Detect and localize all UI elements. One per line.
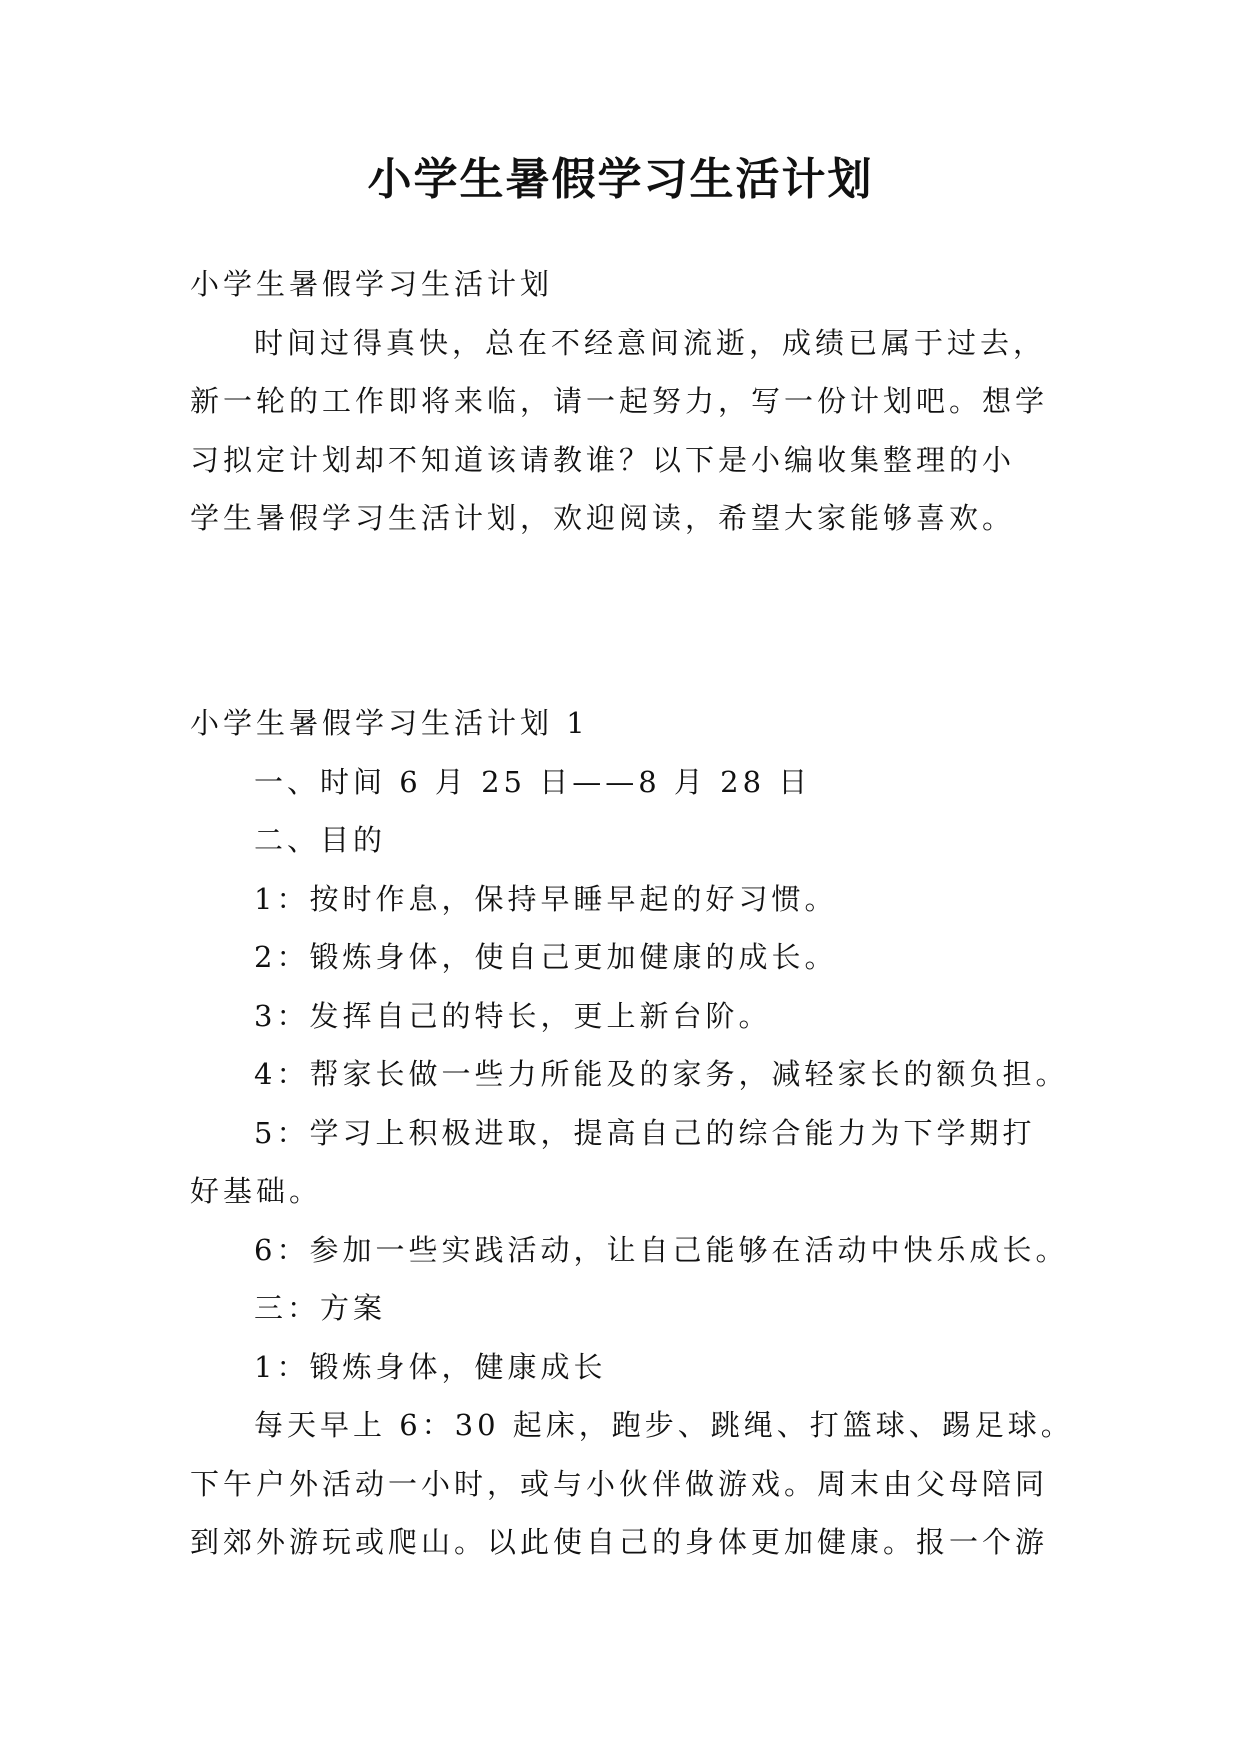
section-1-line: 二、目的 — [254, 823, 387, 857]
section-1 — [190, 694, 1074, 1572]
intro-paragraph-line: 习拟定计划却不知道该请教谁？以下是小编收集整理的小 — [190, 442, 1016, 477]
intro-heading: 小学生暑假学习生活计划 — [190, 267, 554, 301]
section-1-line: 4：帮家长做一些力所能及的家务，减轻家长的额负担。 — [254, 1057, 1069, 1091]
section-1-line: 一、时间 6 月 25 日——8 月 28 日 — [254, 764, 812, 799]
intro-section — [190, 255, 1070, 548]
section-1-line: 每天早上 6：30 起床，跑步、跳绳、打篮球、踢足球。 — [254, 1408, 1074, 1442]
intro-paragraph-line: 新一轮的工作即将来临，请一起努力，写一份计划吧。想学 — [190, 384, 1049, 418]
section-1-line: 2：锻炼身体，使自己更加健康的成长。 — [254, 940, 838, 974]
section-1-line: 到郊外游玩或爬山。以此使自己的身体更加健康。报一个游 — [190, 1525, 1049, 1559]
section-1-line: 下午户外活动一小时，或与小伙伴做游戏。周末由父母陪同 — [190, 1466, 1049, 1501]
section-1-line: 好基础。 — [190, 1174, 323, 1208]
section-1-line: 5：学习上积极进取，提高自己的综合能力为下学期打 — [254, 1115, 1036, 1150]
section-1-line: 1：锻炼身体，健康成长 — [254, 1349, 607, 1384]
document-title: 小学生暑假学习生活计划 — [367, 154, 874, 205]
intro-paragraph-line: 时间过得真快，总在不经意间流逝，成绩已属于过去， — [254, 325, 1047, 360]
intro-paragraph-line: 学生暑假学习生活计划，欢迎阅读，希望大家能够喜欢。 — [190, 501, 1016, 535]
section-1-line: 三：方案 — [254, 1291, 387, 1325]
section-1-heading: 小学生暑假学习生活计划 1 — [190, 706, 589, 740]
section-1-line: 1：按时作息，保持早睡早起的好习惯。 — [254, 881, 838, 916]
section-1-line: 6：参加一些实践活动，让自己能够在活动中快乐成长。 — [254, 1232, 1069, 1267]
section-1-line: 3：发挥自己的特长，更上新台阶。 — [254, 998, 772, 1033]
